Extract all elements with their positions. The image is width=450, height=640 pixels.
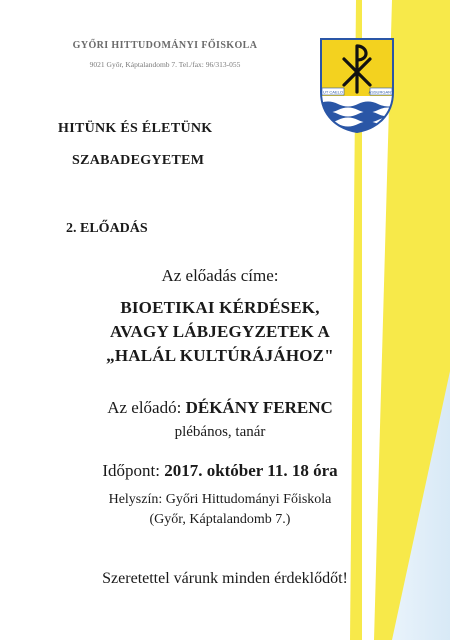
lecture-title [30, 296, 410, 368]
series-title-line2: SZABADEGYETEM [72, 153, 205, 168]
lecture-title-line: AVAGY LÁBJEGYZETEK A [109, 322, 331, 341]
speaker-role: plébános, tanár [174, 424, 266, 440]
chi-rho-crest-icon [318, 36, 396, 134]
venue-address: (Győr, Káptalandomb 7.) [149, 512, 291, 527]
crest-motto-right: ASSURGANT [368, 89, 394, 95]
speaker-label: Az előadó: [107, 398, 182, 417]
org-address: 9021 Győr, Káptalandomb 7. Tel./fax: 96/313-055 [89, 60, 241, 69]
venue-line: Helyszín: Győri Hittudományi Főiskola [108, 492, 332, 507]
speaker-name: DÉKÁNY FERENC [185, 398, 333, 417]
series-title-line1: HITÜNK ÉS ÉLETÜNK [58, 121, 213, 136]
date-line [30, 461, 410, 481]
letterhead [40, 40, 290, 69]
closing-invitation: Szeretettel várunk minden érdeklődőt! [102, 570, 348, 587]
date-value: 2017. október 11. 18 óra [164, 461, 338, 480]
crest-motto-left: UT CAELO [323, 89, 343, 95]
lecture-number: 2. ELŐADÁS [66, 221, 148, 236]
lecture-title-line: BIOETIKAI KÉRDÉSEK, [120, 298, 320, 317]
lecture-title-line: „HALÁL KULTÚRÁJÁHOZ" [106, 346, 334, 365]
org-name: GYŐRI HITTUDOMÁNYI FŐISKOLA [72, 40, 258, 51]
title-label: Az előadás címe: [161, 266, 279, 285]
date-label: Időpont: [102, 461, 160, 480]
speaker-line [30, 398, 410, 418]
